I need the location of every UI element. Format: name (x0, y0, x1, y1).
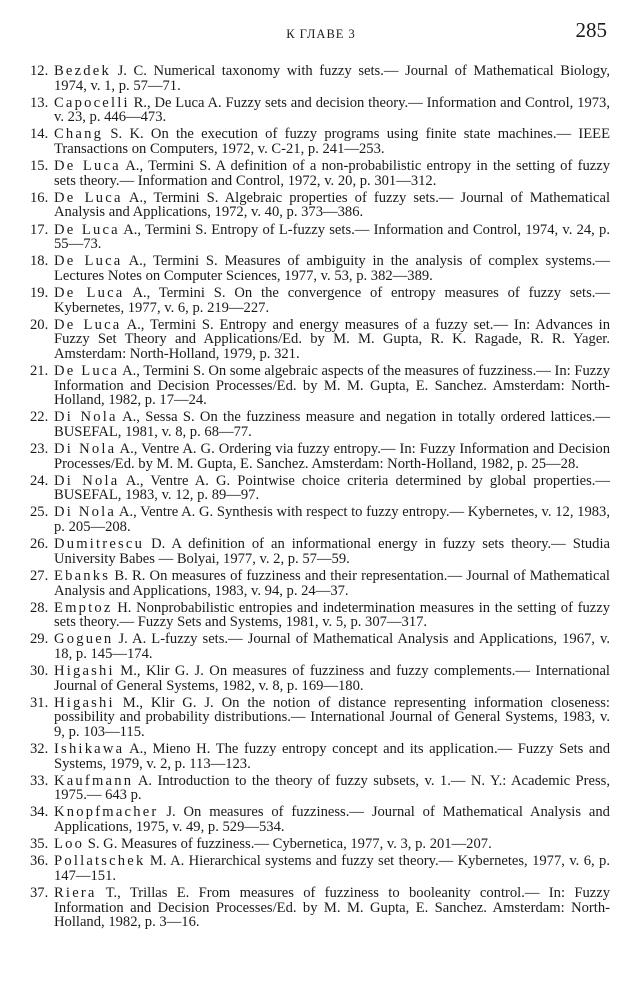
page-number: 285 (575, 18, 607, 42)
reference-number: 16. (30, 189, 49, 206)
reference-details: A., Ventre A. G. Synthesis with respect to fuzzy entropy.— Kybernetes, v. 12, 1983, p. 205—208. (54, 504, 610, 536)
reference-number: 14. (30, 126, 49, 143)
reference-entry (30, 742, 610, 771)
reference-entry (30, 223, 610, 252)
reference-details: A., Termini S. Algebraic properties of fuzzy sets.— Journal of Mathematical Analysis and Applications, 1972, v. 40, p. 373—386. (54, 189, 611, 221)
reference-author: Loo (54, 836, 85, 853)
reference-number: 35. (30, 836, 49, 853)
reference-text (54, 364, 610, 408)
reference-author: Di Nola (54, 409, 118, 426)
reference-entry (30, 286, 610, 315)
reference-text (54, 96, 610, 125)
reference-text (54, 191, 610, 220)
reference-details: D. A definition of an informational energy in fuzzy sets theory.— Studia University Babes — Bolyai, 1977, v. 2, p. 57—59. (54, 536, 610, 567)
reference-text (54, 664, 610, 693)
reference-details: M., Klir G. J. On measures of fuzziness and fuzzy complements.— International Journal of General Systems, 1982, v. 8, p. 169—180. (54, 662, 610, 694)
reference-text (54, 442, 610, 471)
reference-text (54, 64, 610, 93)
reference-author: De Luca (54, 221, 120, 238)
reference-details: H. Nonprobabilistic entropies and indetermination measures in the setting of fuzzy sets theory.— Fuzzy Sets and Systems, 1981, v. 5, p. 307—317. (54, 599, 610, 631)
reference-entry (30, 410, 610, 439)
reference-number: 20. (30, 316, 49, 333)
reference-text (54, 410, 610, 439)
reference-details: A., Termini S. On some algebraic aspects of the measures of fuzziness.— In: Fuzzy Information and Decision Processes/Ed. by M. M. Gupta, E. Sanchez. Amsterdam: North-Holland, 1982, p. 17—24. (54, 362, 611, 409)
reference-author: De Luca (54, 253, 123, 270)
reference-details: A., Termini S. Measures of ambiguity in the analysis of complex systems.— Lectures Notes on Computer Sciences, 1977, v. 53, p. 382—389. (54, 253, 611, 284)
reference-details: M. A. Hierarchical systems and fuzzy set theory.— Kybernetes, 1977, v. 6, p. 147—151. (54, 853, 610, 884)
reference-number: 37. (30, 884, 49, 901)
reference-number: 18. (30, 253, 49, 270)
reference-details: A., Sessa S. On the fuzziness measure and negation in totally ordered lattices.— BUSEFAL, 1981, v. 8, p. 68—77. (54, 409, 611, 440)
chapter-heading: К ГЛАВЕ 3 (286, 27, 356, 41)
reference-details: T., Trillas E. From measures of fuzziness to booleanity control.— In: Fuzzy Information and Decision Processes/Ed. by M. M. Gupta, E. Sanchez. Amsterdam: North-Holland, 1982, p. 3—16. (54, 884, 610, 931)
reference-text (54, 286, 610, 315)
reference-entry (30, 696, 610, 740)
reference-author: De Luca (54, 284, 125, 301)
reference-details: A., Termini S. A definition of a non-probabilistic entropy in the setting of fuzzy sets theory.— Information and Control, 1972, v. 20, p. 301—312. (54, 158, 610, 189)
running-head (0, 18, 642, 48)
reference-entry (30, 805, 610, 834)
reference-text (54, 696, 610, 740)
reference-entry (30, 854, 610, 883)
reference-number: 33. (30, 772, 49, 789)
reference-number: 36. (30, 853, 49, 870)
reference-entry (30, 569, 610, 598)
reference-details: A., Termini S. Entropy of L-fuzzy sets.— Information and Control, 1974, v. 24, p. 55—73. (54, 221, 610, 253)
reference-text (54, 805, 610, 834)
reference-author: Riera (54, 884, 97, 901)
reference-details: R., De Luca A. Fuzzy sets and decision theory.— Information and Control, 1973, v. 23, p. 446—473. (54, 94, 610, 126)
reference-list (30, 64, 610, 932)
reference-number: 34. (30, 804, 49, 821)
reference-entry (30, 364, 610, 408)
reference-number: 23. (30, 441, 49, 458)
reference-entry (30, 64, 610, 93)
reference-author: Di Nola (54, 441, 117, 458)
reference-author: Pollatschek (54, 853, 146, 870)
reference-number: 32. (30, 741, 49, 758)
reference-author: Higashi (54, 694, 115, 711)
reference-text (54, 632, 610, 661)
reference-text (54, 837, 610, 852)
reference-author: Ishikawa (54, 741, 125, 758)
reference-details: A., Ventre A. G. Ordering via fuzzy entropy.— In: Fuzzy Information and Decision Processes/Ed. by M. M. Gupta, E. Sanchez. Amsterdam: North-Holland, 1982, p. 25—28. (54, 441, 610, 472)
reference-entry (30, 601, 610, 630)
reference-entry (30, 318, 610, 362)
reference-number: 26. (30, 536, 49, 553)
reference-entry (30, 664, 610, 693)
reference-author: Capocelli (54, 94, 130, 111)
reference-details: S. G. Measures of fuzziness.— Cybernetica, 1977, v. 3, p. 201—207. (87, 836, 492, 853)
reference-number: 21. (30, 362, 49, 379)
reference-number: 24. (30, 472, 49, 489)
reference-details: B. R. On measures of fuzziness and their representation.— Journal of Mathematical Analysis and Applications, 1983, v. 94, p. 24—37. (54, 567, 610, 599)
reference-author: Ebanks (54, 567, 111, 584)
reference-author: Bezdek (54, 63, 111, 79)
reference-entry (30, 159, 610, 188)
reference-number: 29. (30, 631, 49, 648)
reference-number: 31. (30, 694, 49, 711)
reference-details: A., Mieno H. The fuzzy entropy concept and its application.— Fuzzy Sets and Systems, 1979, v. 2, p. 113—123. (54, 741, 610, 772)
reference-number: 12. (30, 63, 49, 79)
reference-author: De Luca (54, 316, 122, 333)
reference-author: De Luca (54, 158, 121, 175)
reference-details: J. C. Numerical taxonomy with fuzzy sets.— Journal of Mathematical Biology, 1974, v. 1, p. 57—71. (54, 63, 610, 94)
reference-author: Emptoz (54, 599, 113, 616)
reference-number: 25. (30, 504, 49, 521)
reference-author: Di Nola (54, 472, 120, 489)
reference-author: Kaufmann (54, 772, 134, 789)
reference-entry (30, 505, 610, 534)
reference-text (54, 742, 610, 771)
reference-number: 15. (30, 158, 49, 175)
reference-text (54, 505, 610, 534)
reference-details: A., Ventre A. G. Pointwise choice criteria determined by global properties.— BUSEFAL, 1983, v. 12, p. 89—97. (54, 472, 611, 504)
reference-details: J. On measures of fuzziness.— Journal of Mathematical Analysis and Applications, 1975, v. 49, p. 529—534. (54, 804, 610, 836)
reference-entry (30, 774, 610, 803)
reference-author: Di Nola (54, 504, 117, 521)
reference-author: De Luca (54, 362, 120, 379)
reference-number: 13. (30, 94, 49, 111)
reference-details: M., Klir G. J. On the notion of distance representing information closeness: possibility and probability distributions.— International Journal of General Systems, 1983, v. 9, p. 103—115. (54, 694, 610, 740)
reference-text (54, 774, 610, 803)
reference-entry (30, 537, 610, 566)
reference-entry (30, 442, 610, 471)
reference-text (54, 474, 610, 503)
reference-text (54, 854, 610, 883)
reference-details: A., Termini S. On the convergence of entropy measures of fuzzy sets.— Kybernetes, 1977, v. 6, p. 219—227. (54, 284, 611, 316)
reference-entry (30, 127, 610, 156)
reference-entry (30, 254, 610, 283)
reference-text (54, 886, 610, 930)
reference-details: J. A. L-fuzzy sets.— Journal of Mathematical Analysis and Applications, 1967, v. 18, p. 145—174. (54, 631, 610, 662)
reference-number: 30. (30, 662, 49, 679)
reference-number: 27. (30, 567, 49, 584)
reference-details: A., Termini S. Entropy and energy measures of a fuzzy set.— In: Advances in Fuzzy Set Theory and Applications/Ed. by M. M. Gupta, R. K. Ragade, R. R. Yager. Amsterdam: North-Holland, 1979, p. 321. (54, 316, 611, 362)
reference-author: Higashi (54, 662, 115, 679)
reference-text (54, 254, 610, 283)
reference-details: A. Introduction to the theory of fuzzy subsets, v. 1.— N. Y.: Academic Press, 1975.— 643 p. (54, 772, 611, 804)
reference-number: 28. (30, 599, 49, 616)
reference-text (54, 159, 610, 188)
reference-entry (30, 96, 610, 125)
reference-text (54, 569, 610, 598)
reference-entry (30, 886, 610, 930)
reference-author: Knopfmacher (54, 804, 159, 821)
reference-text (54, 318, 610, 362)
reference-entry (30, 474, 610, 503)
reference-details: S. K. On the execution of fuzzy programs using finite state machines.— IEEE Transactions on Computers, 1972, v. C-21, p. 241—253. (54, 126, 610, 158)
reference-author: De Luca (54, 189, 123, 206)
reference-author: Dumitrescu (54, 536, 145, 553)
reference-author: Chang (54, 126, 104, 143)
reference-entry (30, 191, 610, 220)
reference-entry (30, 837, 610, 852)
reference-author: Goguen (54, 631, 114, 648)
reference-number: 19. (30, 284, 49, 301)
reference-text (54, 537, 610, 566)
reference-text (54, 223, 610, 252)
reference-number: 22. (30, 409, 49, 426)
reference-entry (30, 632, 610, 661)
reference-text (54, 127, 610, 156)
reference-number: 17. (30, 221, 49, 238)
reference-text (54, 601, 610, 630)
